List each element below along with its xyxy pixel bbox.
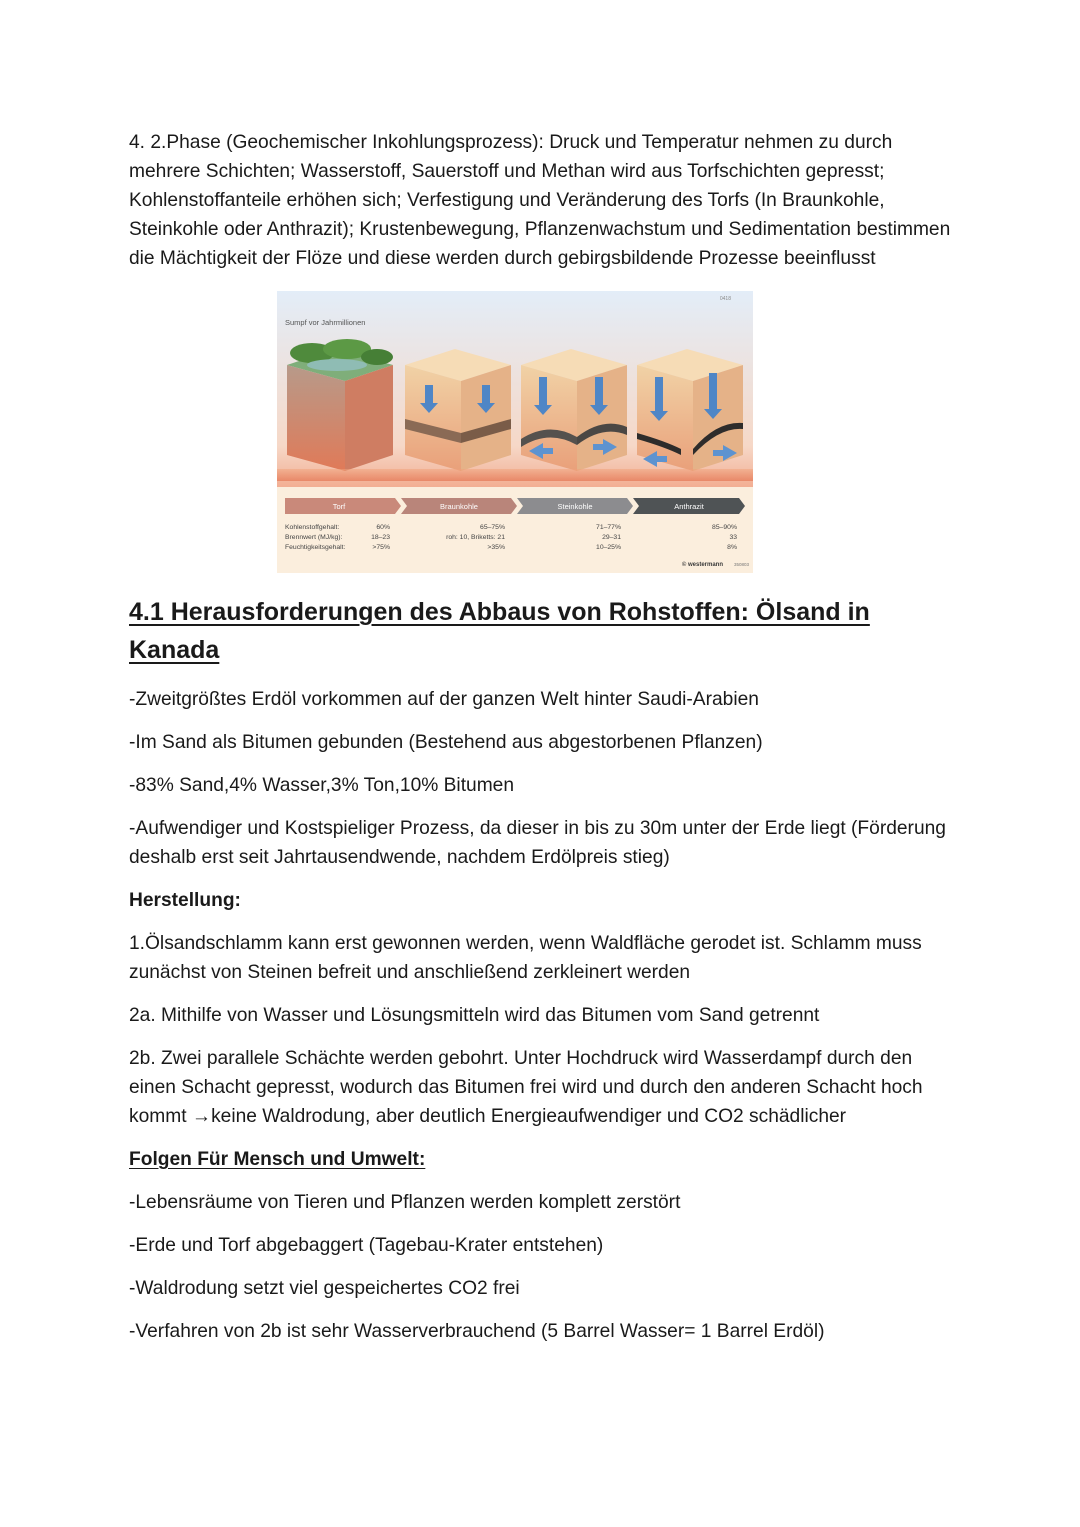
figure-credit: © westermann — [681, 562, 723, 568]
swamp-label: Sumpf vor Jahrmillionen — [285, 318, 366, 327]
braunkohle-energy: roh: 10, Briketts: 21 — [446, 534, 505, 541]
steinkohle-energy: 29–31 — [602, 534, 621, 541]
braunkohle-carbon: 65–75% — [480, 524, 505, 531]
consequence-item: -Lebensräume von Tieren und Pflanzen werden komplett zerstört — [129, 1192, 681, 1213]
fact-item: -Zweitgrößtes Erdöl vorkommen auf der ganzen Welt hinter Saudi-Arabien — [129, 689, 759, 710]
consequence-item: -Waldrodung setzt viel gespeichertes CO2 frei — [129, 1278, 520, 1299]
fact-item: -Im Sand als Bitumen gebunden (Bestehend aus abgestorbenen Pflanzen) — [129, 732, 763, 753]
consequence-item: -Erde und Torf abgebaggert (Tagebau-Krater entstehen) — [129, 1235, 604, 1256]
braunkohle-moisture: >35% — [487, 544, 505, 551]
stage-label-steinkohle: Steinkohle — [557, 502, 593, 511]
intro-paragraph: 4. 2.Phase (Geochemischer Inkohlungsprozess): Druck und Temperatur nehmen zu durch mehrere Schichten; Wasserstoff, Sauerstoff und Methan wird aus Torfschichten gepresst; Kohlenstoffanteile erhöhen sich; Verfestigung und Veränderung des Torfs (In Braunkohle, Steinkohle oder Anthrazit); Krustenbewegung, Pflanzenwachstum und Sedimentation bestimmen die Mächtigkeit der Flöze und diese werden durch gebirgsbildende Prozesse beeinflusst — [129, 132, 951, 269]
coalification-figure — [277, 291, 753, 573]
coalification-diagram — [277, 291, 753, 573]
anthrazit-carbon: 85–90% — [712, 524, 737, 531]
steinkohle-moisture: 10–25% — [596, 544, 621, 551]
swamp-block — [287, 339, 393, 471]
production-step: 2b. Zwei parallele Schächte werden gebohrt. Unter Hochdruck wird Wasserdampf durch den einen Schacht gepresst, wodurch das Bitumen frei wird und durch den anderen Schacht hoch kommt →keine Waldrodung, aber deutlich Energieaufwendiger und CO2 schädlicher — [129, 1048, 923, 1127]
torf-energy: 18–23 — [371, 534, 390, 541]
fact-item: -Aufwendiger und Kostspieliger Prozess, da dieser in bis zu 30m unter der Erde liegt (Förderung deshalb erst seit Jahrtausendwende, nachdem Erdölpreis stieg) — [129, 818, 946, 868]
production-step: 2a. Mithilfe von Wasser und Lösungsmitteln wird das Bitumen vom Sand getrennt — [129, 1005, 820, 1026]
heat-band — [277, 469, 753, 481]
anthrazit-moisture: 8% — [727, 544, 737, 551]
fact-item: -83% Sand,4% Wasser,3% Ton,10% Bitumen — [129, 775, 515, 796]
anthrazit-block — [637, 349, 743, 471]
steinkohle-carbon: 71–77% — [596, 524, 621, 531]
steinkohle-block — [521, 349, 627, 471]
torf-carbon: 60% — [376, 524, 390, 531]
production-title: Herstellung: — [129, 890, 241, 911]
figure-credit-code: 350803 — [733, 562, 749, 567]
figure-code: 0418 — [719, 296, 731, 302]
consequence-item: -Verfahren von 2b ist sehr Wasserverbrauchend (5 Barrel Wasser= 1 Barrel Erdöl) — [129, 1321, 825, 1342]
braunkohle-block — [405, 349, 511, 471]
row-label-moisture: Feuchtigkeitsgehalt: — [285, 544, 346, 551]
stage-label-anthrazit: Anthrazit — [674, 502, 704, 511]
section-heading: 4.1 Herausforderungen des Abbaus von Rohstoffen: Ölsand in Kanada — [129, 598, 870, 664]
anthrazit-energy: 33 — [729, 534, 737, 541]
production-step: 1.Ölsandschlamm kann erst gewonnen werden, wenn Waldfläche gerodet ist. Schlamm muss zunächst von Steinen befreit und anschließend zerkleinert werden — [129, 933, 922, 983]
row-label-energy: Brennwert (MJ/kg): — [285, 534, 343, 541]
stage-label-torf: Torf — [332, 502, 346, 511]
torf-moisture: >75% — [372, 544, 390, 551]
consequences-title: Folgen Für Mensch und Umwelt: — [129, 1149, 426, 1170]
row-label-carbon: Kohlenstoffgehalt: — [285, 524, 340, 531]
document-page — [129, 128, 959, 1360]
stage-label-braunkohle: Braunkohle — [440, 502, 478, 511]
